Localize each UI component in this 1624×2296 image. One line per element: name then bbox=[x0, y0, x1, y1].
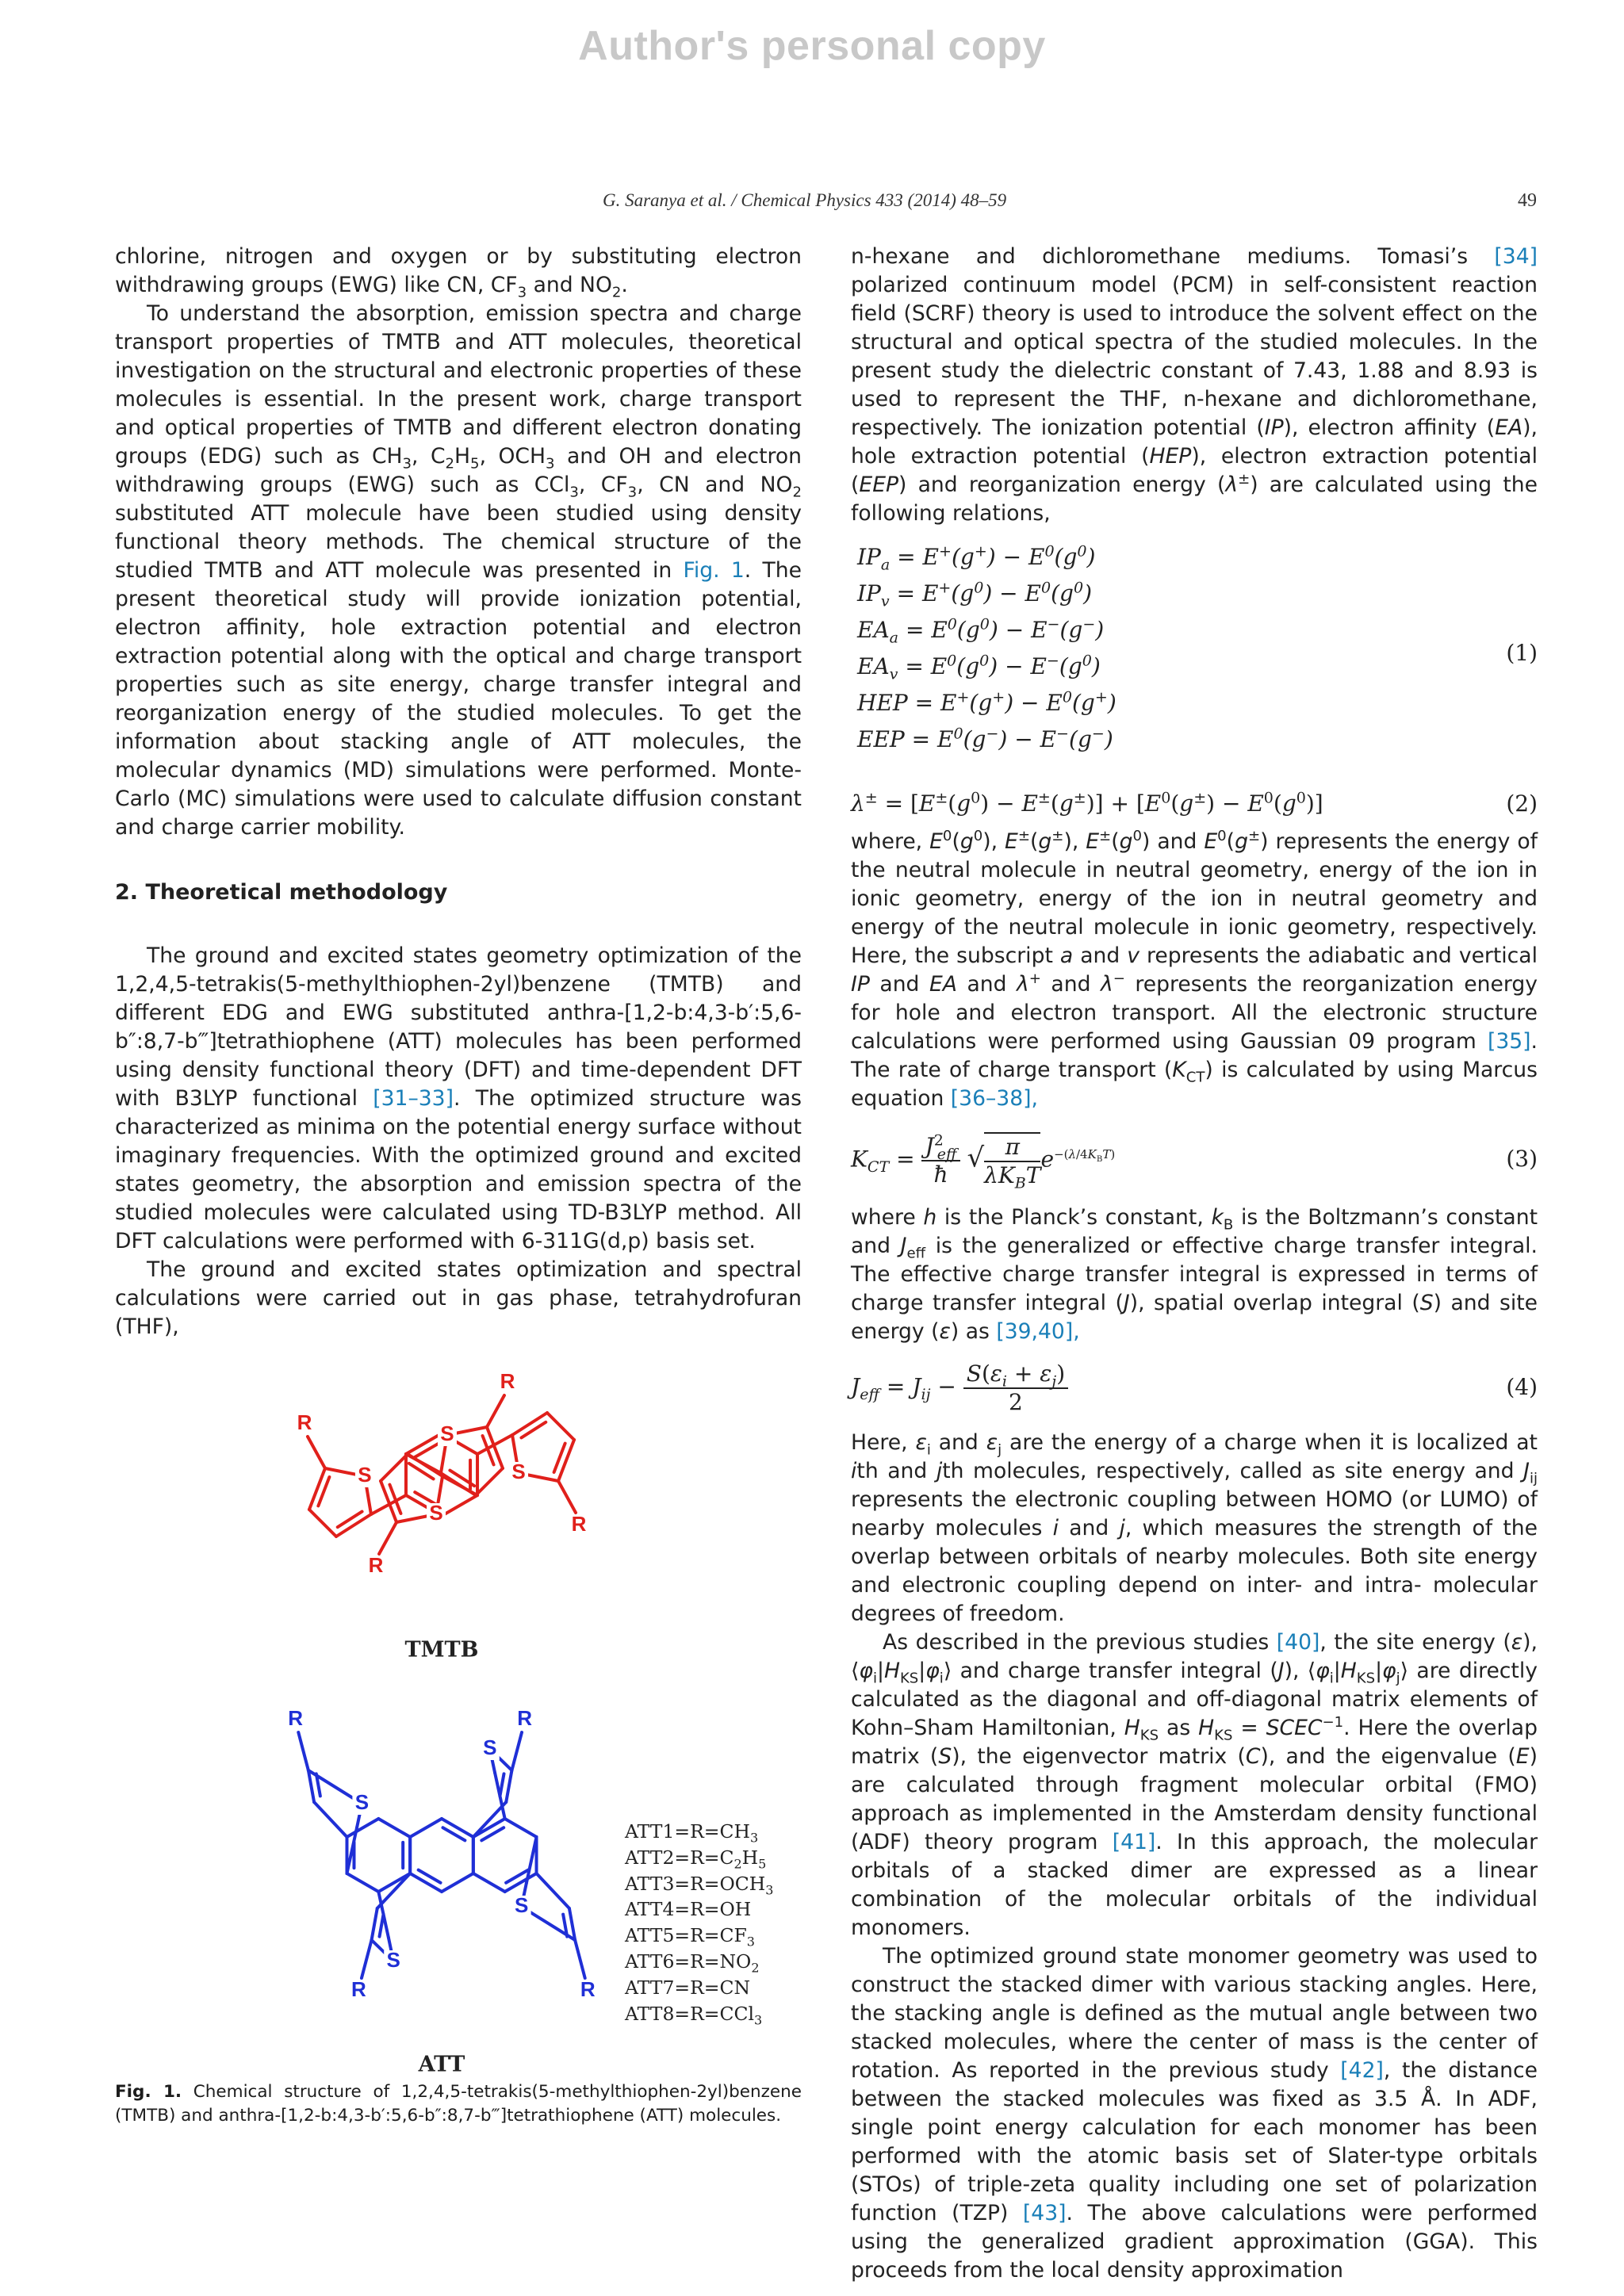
equation-line: $EA_v = E^0(g^0) - E^-(g^0)$ bbox=[857, 652, 1101, 683]
substituent-bond bbox=[362, 1940, 372, 1978]
citation-link[interactable]: [34] bbox=[1494, 244, 1538, 269]
anthracene-bond bbox=[410, 1819, 442, 1837]
figure-link[interactable]: Fig. 1 bbox=[683, 558, 745, 583]
paragraph-text: As described in the previous studies bbox=[883, 1630, 1277, 1655]
att-variant-list bbox=[625, 1819, 773, 2026]
right-column bbox=[851, 243, 1538, 2285]
paragraph: The ground and excited states optimization and spectral calculations were carried out in gas phase, tetrahydrofuran (THF), bbox=[115, 1257, 802, 1339]
paragraph-text: , the distance between the stacked molecules was fixed as 3.5 Å. In ADF, single point energy calculation for each monomer has been performed with the atomic basis set of Slater-type orbitals (STOs) of triple-zeta quality including one set of polarization function (TZP) bbox=[851, 2058, 1538, 2225]
caption-text: Chemical structure of 1,2,4,5-tetrakis(5-methylthiophen-2yl)benzene (TMTB) and anthra-[1,2-b:4,3-b′:5,6-b″:8,7-b‴]tetrathiophene (ATT) molecules. bbox=[115, 2082, 802, 2126]
citation-link[interactable]: [31–33] bbox=[373, 1086, 454, 1111]
double-bond bbox=[415, 1443, 440, 1457]
citation-link[interactable]: [41] bbox=[1112, 1830, 1156, 1854]
sulfur-atom-label: S bbox=[354, 1789, 370, 1814]
anthracene-bond bbox=[347, 1873, 378, 1892]
paragraph bbox=[115, 942, 802, 1256]
equation-number: (3) bbox=[1506, 1146, 1538, 1172]
double-bond bbox=[380, 1915, 384, 1937]
thiophene-bond bbox=[381, 1454, 408, 1481]
equation-3: $K_{CT}$ = $\frac{J^2_{eff}}{ħ}$ √ $\frac{\pi}{\lambda K_BT}$ $e^{-(\lambda/4K_BT)}$ (3) bbox=[851, 1131, 1538, 1192]
citation-link[interactable]: [39,40] bbox=[996, 1319, 1074, 1344]
equation-1 bbox=[851, 539, 1538, 777]
paragraph-text: . The present theoretical study will provide ionization potential, electron affinity, hole extraction potential and electron extraction potential along with the optical and charge transport properties such as site energy, charge transfer integral and reorganization energy of the studied molecules. To get the information about stacking angle of ATT molecules, the molecular dynamics (MD) simulations were performed. Monte-Carlo (MC) simulations were used to calculate diffusion constant and charge carrier mobility. bbox=[115, 558, 802, 840]
equation-4: $J_{eff} = J_{ij}$ − $\frac{S(\varepsilon_i + \varepsilon_j)}{2}$ (4) bbox=[851, 1360, 1538, 1415]
equation-line: $IP_v = E^+(g^0) - E^0(g^0)$ bbox=[857, 579, 1093, 610]
paragraph-text: . The optimized structure was characterized as minima on the potential energy surface without imaginary frequencies. With the optimized ground and excited states geometry, the absorption and emission spectra of the studied molecules were calculated using TD-B3LYP method. All DFT calculations were performed with 6-311G(d,p) basis set. bbox=[115, 1086, 802, 1253]
r-group-label: R bbox=[288, 1705, 304, 1730]
thiophene-bond bbox=[558, 1440, 574, 1481]
sulfur-atom-label: S bbox=[511, 1459, 526, 1483]
att-variant: ATT7=R=CN bbox=[625, 1976, 751, 1999]
paragraph-text: , bbox=[1073, 1319, 1080, 1344]
substituent-bond bbox=[575, 1940, 585, 1978]
anthracene-bond bbox=[473, 1873, 505, 1892]
citation-link[interactable]: [40] bbox=[1276, 1630, 1320, 1655]
equation-2: $\lambda^\pm = [E^\pm(g^0) - E^\pm(g^\pm)] + [E^0(g^\pm) - E^0(g^0)]$ (2) bbox=[851, 782, 1538, 826]
att-structure-label: ATT bbox=[418, 2052, 465, 2077]
paragraph bbox=[851, 1203, 1538, 1346]
thiophene-bond bbox=[309, 1468, 325, 1510]
citation-link[interactable]: [42] bbox=[1340, 2058, 1384, 2083]
paragraph-text: , bbox=[1031, 1086, 1038, 1111]
att-variant: $ATT3=R=OCH_3$ bbox=[625, 1872, 774, 1898]
equation-number: (4) bbox=[1506, 1374, 1538, 1400]
sulfur-atom-label: S bbox=[429, 1500, 443, 1525]
att-variant: ATT8=R=CCl$_3$ bbox=[625, 2002, 763, 2028]
anthracene-bond bbox=[442, 1819, 473, 1837]
left-column bbox=[115, 243, 802, 1341]
paragraph-text: where h is the Planck’s constant, $k_B$ is the Boltzmann’s constant and $J_{eff}$ is the generalized or effective charge transfer integral. The effective charge transfer integral is expressed in terms of charge transfer integral (J), spatial overlap integral (S) and site energy (ε) as bbox=[851, 1205, 1538, 1344]
paragraph-text: n-hexane and dichloromethane mediums. Tomasi’s bbox=[851, 244, 1495, 269]
paragraph: To understand the absorption, emission spectra and charge transport properties of TMTB and ATT molecules, theoretical investigation on the structural and electronic properties of these molecules is essential. In the present work, charge transport and optical properties of TMTB and different electron donating groups (EDG) such as $CH_3$, $C_2H_5$, $OCH_3$ and OH and electron withdrawing groups (EWG) such as CCl$_3$, $CF_3$, CN and $NO_2$ substituted ATT molecule have been studied using density functional theory methods. The chemical structure of the studied TMTB and ATT molecule was presented in Fig. 1. The present theoretical study will provide ionization potential, electron affinity, hole extraction potential and electron extraction potential along with the optical and charge transport properties such as site energy, charge transfer integral and reorganization energy of the studied molecules. To get the information about stacking angle of ATT molecules, the molecular dynamics (MD) simulations were performed. Monte-Carlo (MC) simulations were used to calculate diffusion constant and charge carrier mobility. bbox=[115, 301, 802, 840]
equation-line: $EA_a = E^0(g^0) - E^-(g^-)$ bbox=[857, 615, 1105, 647]
citation-link[interactable]: [36–38] bbox=[950, 1086, 1032, 1111]
equation-line: EEP = $E^0(g^-) - E^-(g^-)$ bbox=[857, 725, 1113, 752]
anthracene-bond bbox=[442, 1873, 473, 1892]
paragraph bbox=[851, 1942, 1538, 2285]
paragraph-text: where, $E^0(g^0)$, E±(g±), $E^\pm(g^0)$ and $E^0(g^\pm)$ represents the energy of the neutral molecule in neutral geometry, energy of the ion in ionic geometry, energy of the ion in neutral geometry and energy of the neutral molecule in ionic geometry, respectively. Here, the subscript a and v represents the adiabatic and vertical IP and EA and λ+ and λ− represents the reorganization energy for hole and electron transport. All the electronic structure calculations were performed using Gaussian 09 program bbox=[851, 828, 1538, 1054]
att-variant: $ATT6=R=NO_2$ bbox=[625, 1950, 760, 1976]
equation-number: (2) bbox=[1506, 790, 1538, 817]
benzene-bond bbox=[442, 1495, 477, 1516]
sulfur-atom-label: S bbox=[386, 1947, 400, 1972]
r-group-label: R bbox=[571, 1511, 587, 1536]
sulfur-atom-label: S bbox=[514, 1892, 529, 1917]
figure-caption bbox=[115, 2080, 802, 2128]
paragraph-text: The optimized ground state monomer geometry was used to construct the stacked dimer with various stacking angles. Here, the stacking angle is defined as the mutual angle between two stacked molecules, where the center of mass is the center of rotation. As reported in the previous study bbox=[851, 1944, 1538, 2083]
double-bond bbox=[521, 1422, 546, 1438]
att-variant: $ATT5=R=CF_3$ bbox=[625, 1924, 755, 1950]
paragraph-text: . In this approach, the molecular orbitals of a stacked dimer are expressed as a linear combination of the molecular orbitals of the individual monomers. bbox=[851, 1830, 1538, 1940]
thiophene-bond bbox=[372, 1908, 377, 1940]
section-title: 2. Theoretical methodology bbox=[115, 880, 448, 905]
equation-line: $IP_a = E^+(g^+) - E^0(g^0)$ bbox=[857, 542, 1096, 574]
paragraph-text: polarized continuum model (PCM) in self-consistent reaction field (SCRF) theory is used to introduce the solvent effect on the structural and optical spectra of the studied molecules. In the present study the dielectric constant of 7.43, 1.88 and 8.93 is used to represent the THF, n-hexane and dichloromethane, respectively. The ionization potential (IP), electron affinity (EA), hole extraction potential (HEP), electron extraction potential (EEP) and reorganization energy (λ±) are calculated using the following relations, bbox=[851, 273, 1538, 526]
substituent-bond bbox=[558, 1481, 576, 1513]
substituent-bond bbox=[379, 1522, 396, 1554]
page-number: 49 bbox=[1518, 190, 1537, 211]
double-bond bbox=[338, 1512, 362, 1528]
paragraph bbox=[851, 243, 1538, 528]
running-head: G. Saranya et al. / Chemical Physics 433 (2014) 48–59 bbox=[603, 190, 1007, 210]
thiophene-bond bbox=[314, 1802, 347, 1837]
thiophene-bond bbox=[476, 1468, 503, 1495]
anthracene-bond bbox=[347, 1819, 378, 1837]
watermark: Author's personal copy bbox=[578, 23, 1046, 69]
substituent-bond bbox=[308, 1437, 325, 1468]
tmtb-structure-label: TMTB bbox=[404, 1637, 479, 1663]
r-group-label: R bbox=[368, 1552, 384, 1577]
anthracene-bond bbox=[378, 1819, 410, 1837]
paragraph: chlorine, nitrogen and oxygen or by substituting electron withdrawing groups (EWG) like CN, $CF_3$ and $NO_2$. bbox=[115, 244, 802, 301]
paragraph-text: , the site energy (ε), $⟨\varphi_i|H_{KS}|\varphi_i⟩$ and charge transfer integral (J), $⟨\varphi_i|H_{KS}|\varphi_j⟩$ are directly calculated as the diagonal and off-diagonal matrix elements of Kohn–Sham Hamiltonian, $H_{KS}$ as $H_{KS}$ = $SCEC^{-1}$. Here the overlap matrix (S), the eigenvector matrix (C), and the eigenvalue (E) are calculated through fragment molecular orbital (FMO) approach as implemented in the Amsterdam density functional (ADF) theory program bbox=[851, 1630, 1538, 1854]
citation-link[interactable]: [43] bbox=[1022, 2201, 1067, 2225]
paragraph-text: . The rate of charge transport $(K_{CT})$ is calculated by using Marcus equation bbox=[851, 1029, 1538, 1111]
r-group-label: R bbox=[517, 1705, 533, 1730]
caption-label: Fig. 1. bbox=[115, 2082, 182, 2102]
double-bond bbox=[500, 1774, 504, 1796]
thiophene-bond bbox=[309, 1510, 336, 1536]
paragraph-text: . The above calculations were performed using the generalized gradient approximation (GGA). This proceeds from the local density approximation bbox=[851, 2201, 1538, 2283]
substituent-bond bbox=[487, 1395, 504, 1427]
att-variant: $ATT2=R=C_2H_5$ bbox=[625, 1846, 767, 1872]
paragraph-text: The ground and excited states geometry optimization of the 1,2,4,5-tetrakis(5-methylthiophen-2yl)benzene (TMTB) and different EDG and EWG substituted anthra-[1,2-b:4,3-b′:5,6-b″:8,7-b‴]tetrathiophene (ATT) molecules has been performed using density functional theory (DFT) and time-dependent DFT with B3LYP functional bbox=[115, 943, 802, 1111]
equation-number: (1) bbox=[1506, 640, 1538, 666]
r-group-label: R bbox=[580, 1976, 596, 2001]
thiophene-bond bbox=[537, 1873, 569, 1908]
paragraph bbox=[851, 828, 1538, 1113]
paragraph: Here, $\varepsilon_i$ and $\varepsilon_j$ are the energy of a charge when it is localized at ith and jth molecules, respectively, called as site energy and $J_{ij}$ represents the electronic coupling between HOMO (or LUMO) of nearby molecules i and j, which measures the strength of the overlap between orbitals of nearby molecules. Both site energy and electronic coupling depend on inter- and intra- molecular degrees of freedom. bbox=[851, 1430, 1538, 1626]
anthracene-bond bbox=[505, 1873, 537, 1892]
anthracene-bond bbox=[505, 1819, 537, 1837]
sulfur-atom-label: S bbox=[483, 1735, 497, 1759]
substituent-bond bbox=[511, 1732, 522, 1770]
att-variant: $ATT1=R=CH_3$ bbox=[625, 1820, 759, 1846]
equation-line: HEP = $E^+(g^+) - E^0(g^+)$ bbox=[857, 688, 1116, 716]
anthracene-bond bbox=[410, 1873, 442, 1892]
thiophene-bond bbox=[506, 1770, 511, 1802]
thiophene-bond bbox=[547, 1413, 574, 1440]
r-group-label: R bbox=[350, 1976, 366, 2001]
r-group-label: R bbox=[500, 1368, 515, 1393]
substituent-bond bbox=[298, 1732, 308, 1770]
sulfur-atom-label: S bbox=[358, 1462, 372, 1487]
citation-link[interactable]: [35] bbox=[1487, 1029, 1531, 1054]
r-group-label: R bbox=[297, 1410, 312, 1434]
att-variant: ATT4=R=OH bbox=[625, 1898, 752, 1921]
sulfur-atom-label: S bbox=[440, 1421, 454, 1445]
paragraph bbox=[851, 1628, 1538, 1942]
